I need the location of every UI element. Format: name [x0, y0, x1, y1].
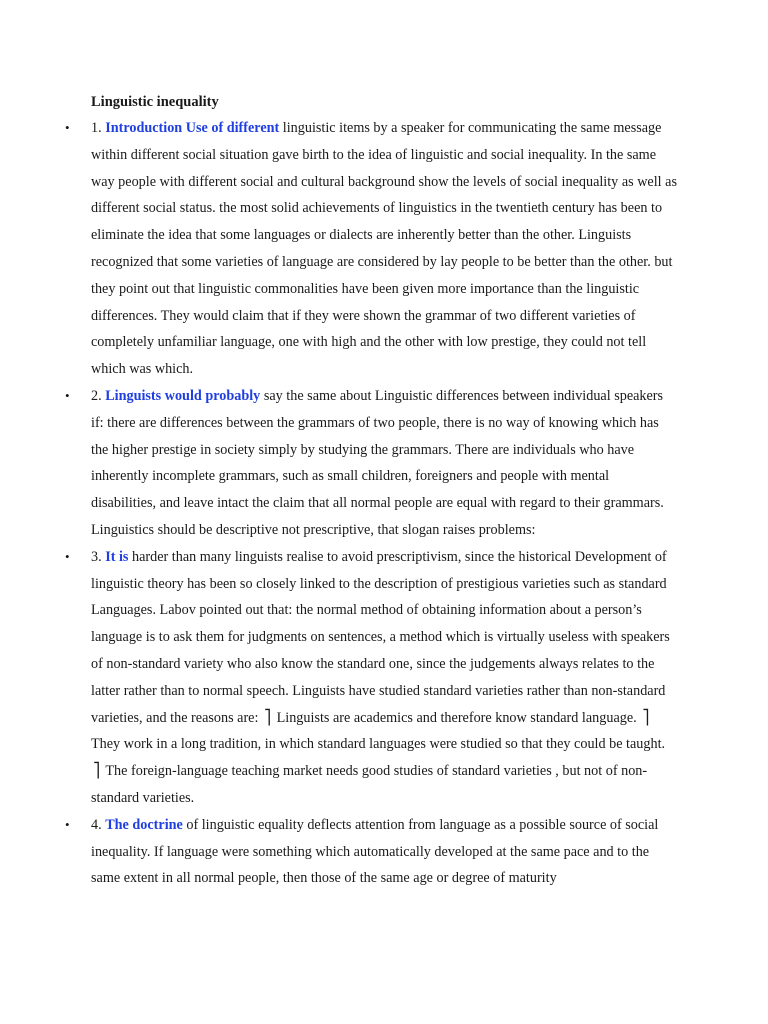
paragraph-list — [0, 115, 768, 892]
item-text: of linguistic equality deflects attention from language as a possible source of social inequality. If language were something which automatically developed at the same pace and to the same extent in all normal people, then those of the same age or degree of maturity — [91, 816, 659, 887]
list-item — [0, 383, 677, 544]
item-text: say the same about Linguistic differences between individual speakers if: there are differences between the grammars of two people, there is no way of knowing which has the higher prestige in society simply by studying the grammars. There are individuals who have inherently incomplete grammars, such as small children, foreigners and people with mental disabilities, and leave intact the claim that all normal people are equal with regard to their grammars. Linguistics should be descriptive not prescriptive, that slogan raises problems: — [91, 387, 664, 538]
item-text: harder than many linguists realise to avoid prescriptivism, since the historical Development of linguistic theory has been so closely linked to the description of prestigious varieties such as standard Languages. Labov pointed out that: the normal method of obtaining information about a person’s language is to ask them for judgments on sentences, a method which is virtually useless with speakers of non-standard variety who also know the standard one, since the judgements always relates to the latter rather than to normal speech. Linguists have studied standard varieties rather than non-standard varieties, and the reasons are: — [91, 548, 670, 726]
bullet-icon: • — [65, 120, 70, 135]
item-highlight: It is — [105, 548, 129, 565]
reason-text: The foreign-language teaching market needs good studies of standard varieties , but not of non- standard varieties. — [91, 763, 648, 806]
list-item — [0, 544, 677, 812]
reason-marker-icon: ⎤ — [642, 709, 650, 726]
list-item — [0, 812, 677, 892]
reason-text: Linguists are academics and therefore know standard language. — [276, 709, 637, 726]
item-highlight: The doctrine — [105, 816, 183, 833]
item-number: 4. — [91, 816, 102, 833]
reason-marker-icon: ⎤ — [93, 763, 101, 780]
item-highlight: Linguists would probably — [105, 387, 261, 404]
document-title: Linguistic inequality — [91, 94, 219, 110]
item-number: 3. — [91, 548, 102, 565]
list-item — [0, 115, 677, 383]
item-highlight: Introduction Use of different — [105, 120, 280, 136]
item-number: 1. — [91, 120, 102, 136]
bullet-icon: • — [65, 387, 70, 403]
item-text: linguistic items by a speaker for communicating the same message within different social situation gave birth to the idea of linguistic and social inequality. In the same way people with different social and cultural background show the levels of social inequality as well as different social status. the most solid achievements of linguistics in the twentieth century has been to eliminate the idea that some languages or dialects are inherently better than the other. Linguists recognized that some varieties of language are considered by lay people to be better than the other. but they point out that linguistic commonalities have been given more importance than the linguistic differences. They would claim that if they were shown the grammar of two different varieties of completely unfamiliar language, one with high and the other with low prestige, they could not tell which was which. — [91, 120, 677, 378]
item-number: 2. — [91, 387, 102, 404]
reason-text: They work in a long tradition, in which standard languages were studied so that they could be taught. — [91, 736, 666, 753]
bullet-icon: • — [65, 548, 70, 564]
reason-marker-icon: ⎤ — [263, 709, 272, 726]
bullet-icon: • — [65, 816, 70, 832]
